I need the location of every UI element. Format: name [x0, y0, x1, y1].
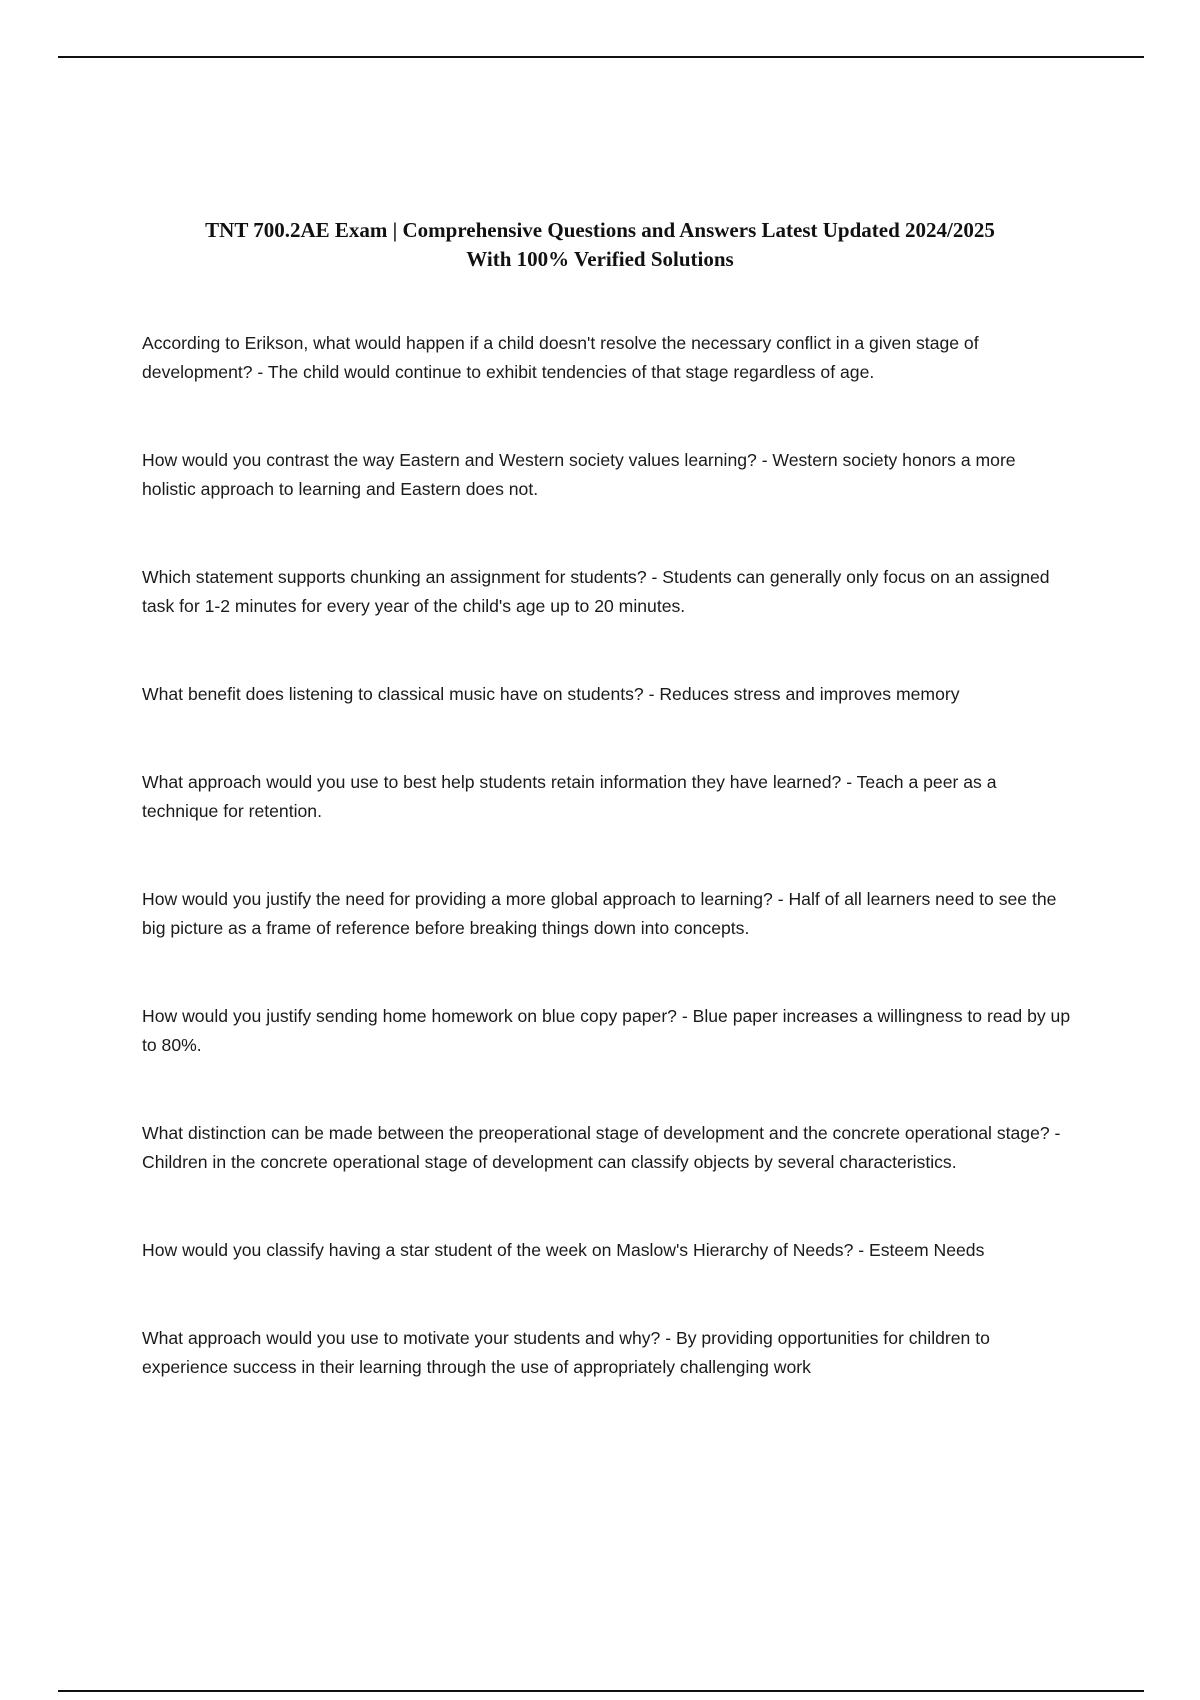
qa-list — [142, 329, 1072, 1382]
qa-item-4: What benefit does listening to classical music have on students? - Reduces stress and improves memory — [142, 684, 960, 704]
qa-item-5: What approach would you use to best help students retain information they have learned? - Teach a peer as a technique for retention. — [142, 772, 997, 821]
title-line-2: With 100% Verified Solutions — [466, 247, 734, 271]
qa-item-9: How would you classify having a star student of the week on Maslow's Hierarchy of Needs? - Esteem Needs — [142, 1240, 985, 1260]
bottom-rule — [58, 1690, 1144, 1692]
qa-item-2: How would you contrast the way Eastern and Western society values learning? - Western society honors a more holistic approach to learning and Eastern does not. — [142, 450, 1016, 499]
document-title — [100, 216, 1100, 274]
qa-item-8: What distinction can be made between the preoperational stage of development and the concrete operational stage? - Children in the concrete operational stage of development can classify objects by several characteristics. — [142, 1123, 1061, 1172]
qa-item-10: What approach would you use to motivate your students and why? - By providing opportunities for children to experience success in their learning through the use of appropriately challenging work — [142, 1328, 990, 1377]
qa-item-3: Which statement supports chunking an assignment for students? - Students can generally only focus on an assigned task for 1-2 minutes for every year of the child's age up to 20 minutes. — [142, 567, 1050, 616]
qa-item-7: How would you justify sending home homework on blue copy paper? - Blue paper increases a willingness to read by up to 80%. — [142, 1006, 1071, 1055]
qa-item-6: How would you justify the need for providing a more global approach to learning? - Half of all learners need to see the big picture as a frame of reference before breaking things down into concepts. — [142, 889, 1057, 938]
qa-item-1: According to Erikson, what would happen if a child doesn't resolve the necessary conflict in a given stage of development? - The child would continue to exhibit tendencies of that stage regardless of age. — [142, 333, 979, 382]
top-rule — [58, 56, 1144, 58]
title-line-1: TNT 700.2AE Exam | Comprehensive Questions and Answers Latest Updated 2024/2025 — [205, 218, 995, 242]
